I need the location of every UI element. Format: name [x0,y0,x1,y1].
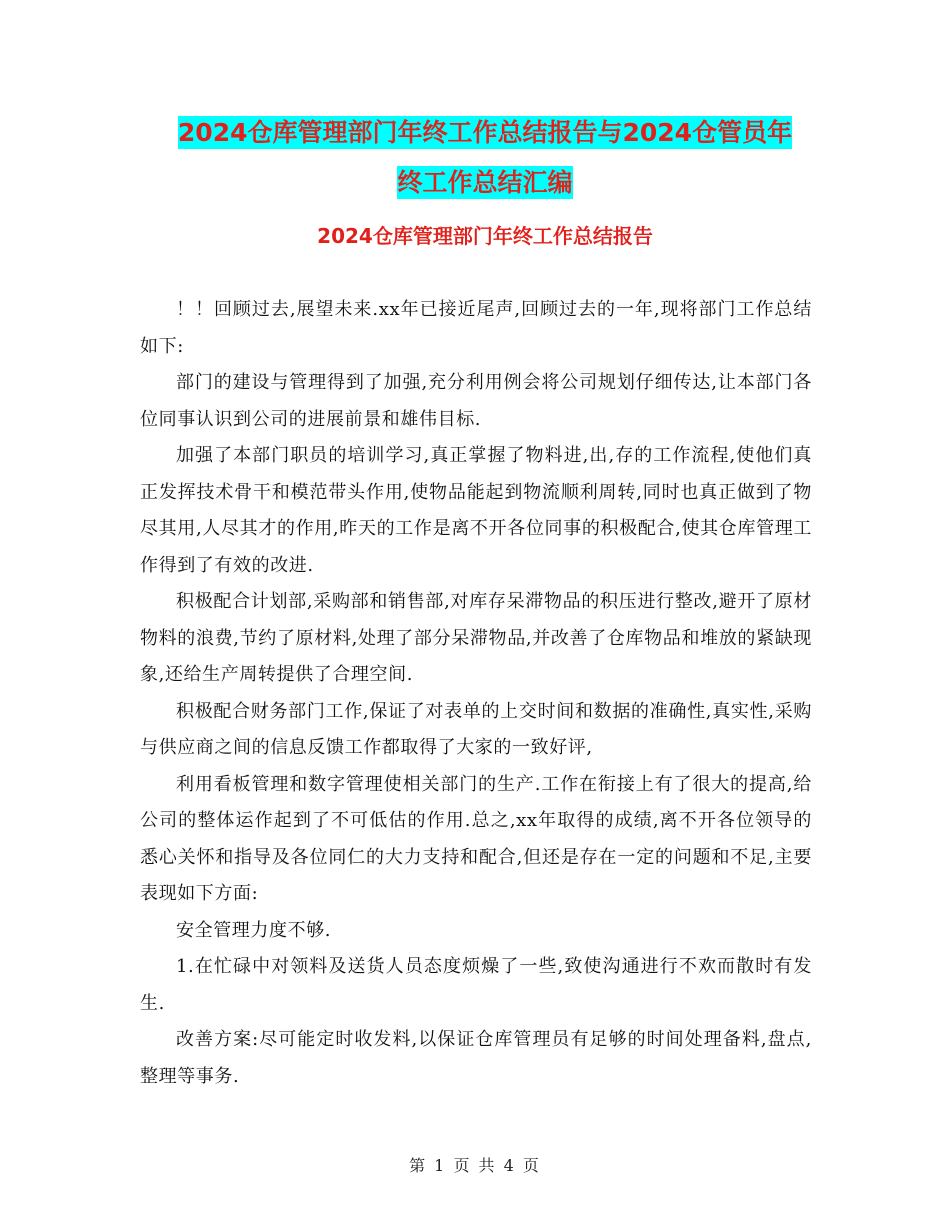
document-title [140,108,830,208]
document-title-line-2: 终工作总结汇编 [397,168,573,197]
paragraph: 加强了本部门职员的培训学习,真正掌握了物料进,出,存的工作流程,使他们真正发挥技术骨干和模范带头作用,使物品能起到物流顺利周转,同时也真正做到了物尽其用,人尽其才的作用,昨天的工作是离不开各位同事的积极配合,使其仓库管理工作得到了有效的改进. [140,445,812,576]
paragraph: 积极配合财务部门工作,保证了对表单的上交时间和数据的准确性,真实性,采购与供应商之间的信息反馈工作都取得了大家的一致好评, [140,700,812,758]
section-title: 2024仓库管理部门年终工作总结报告 [317,224,653,248]
paragraph: 安全管理力度不够. [176,919,332,941]
paragraph: ！！回顾过去,展望未来.xx年已接近尾声,回顾过去的一年,现将部门工作总结如下: [140,299,812,357]
paragraph: 1.在忙碌中对领料及送货人员态度烦燥了一些,致使沟通进行不欢而散时有发生. [140,956,812,1014]
paragraph: 积极配合计划部,采购部和销售部,对库存呆滞物品的积压进行整改,避开了原材物料的浪费,节约了原材料,处理了部分呆滞物品,并改善了仓库物品和堆放的紧缺现象,还给生产周转提供了合理空间. [140,591,812,685]
document-title-line-1: 2024仓库管理部门年终工作总结报告与2024仓管员年 [177,118,793,147]
paragraph: 利用看板管理和数字管理使相关部门的生产.工作在衔接上有了很大的提高,给公司的整体运作起到了不可低估的作用.总之,xx年取得的成绩,离不开各位领导的悉心关怀和指导及各位同仁的大力支持和配合,但还是存在一定的问题和不足,主要表现如下方面: [140,773,812,904]
paragraph: 部门的建设与管理得到了加强,充分利用例会将公司规划仔细传达,让本部门各位同事认识到公司的进展前景和雄伟目标. [140,372,812,430]
paragraph: 改善方案:尽可能定时收发料,以保证仓库管理员有足够的时间处理备料,盘点,整理等事务. [140,1029,812,1087]
body-text [140,292,812,1095]
page-number-footer: 第 1 页 共 4 页 [409,1156,541,1175]
